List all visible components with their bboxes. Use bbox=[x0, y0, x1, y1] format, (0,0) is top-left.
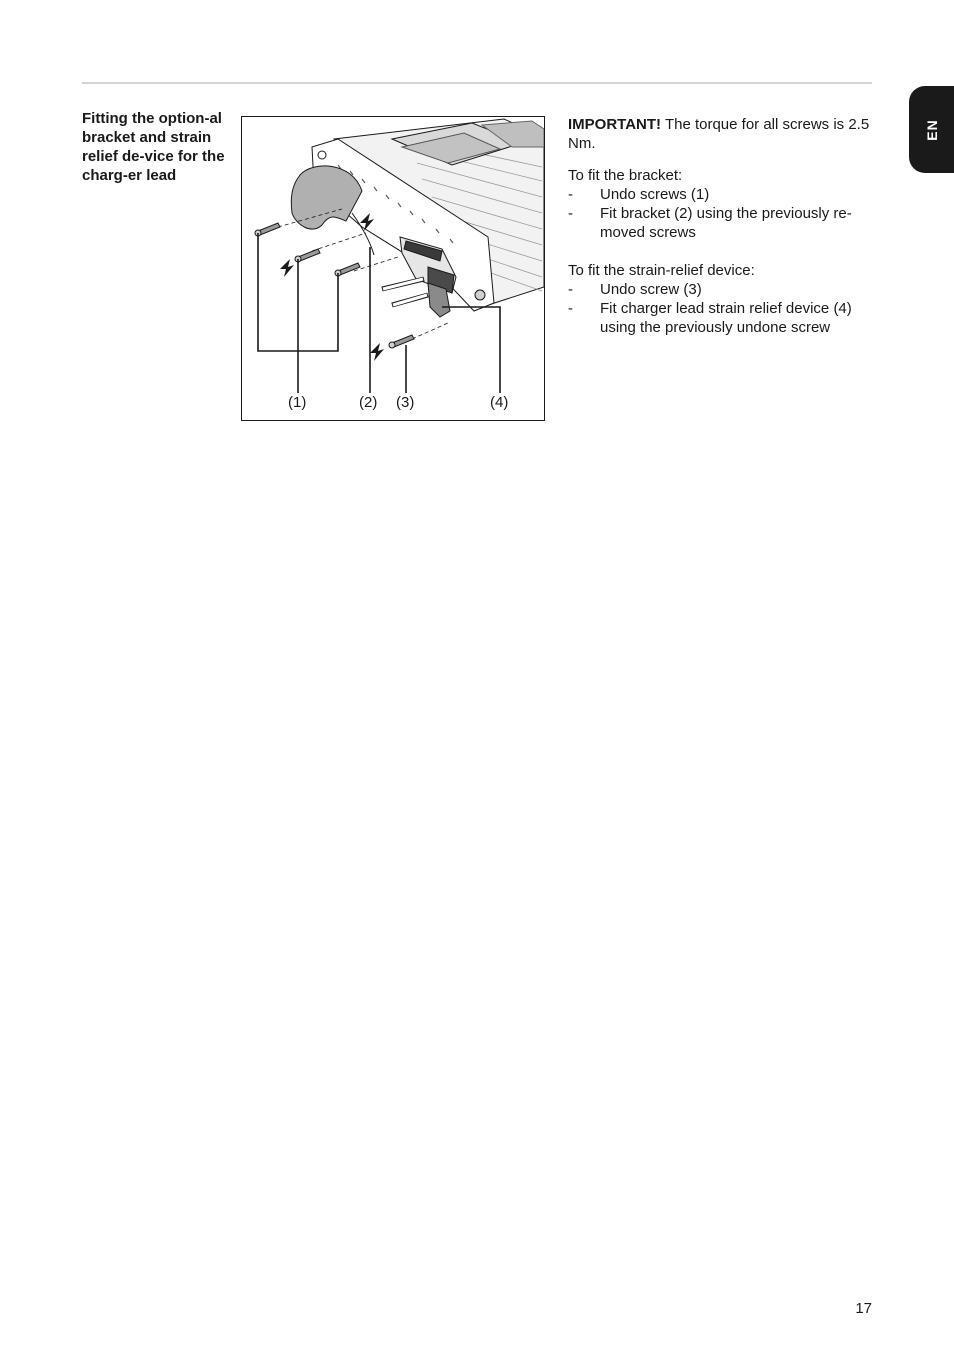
header-rule bbox=[82, 82, 872, 84]
device-illustration bbox=[242, 117, 544, 420]
bracket-intro: To fit the bracket: bbox=[568, 167, 683, 184]
list-item: - Fit charger lead strain relief device (4) using the previously undone screw bbox=[568, 300, 852, 336]
list-item: - Fit bracket (2) using the previously re-moved screws bbox=[568, 205, 852, 241]
strain-intro: To fit the strain-relief device: bbox=[568, 262, 755, 279]
important-text: The torque for all screws is 2.5 Nm. bbox=[568, 116, 870, 152]
important-note bbox=[568, 115, 874, 153]
callout-3: (3) bbox=[396, 394, 415, 411]
bracket-shape bbox=[291, 166, 362, 229]
list-item: - Undo screw (3) bbox=[568, 281, 702, 298]
callout-2: (2) bbox=[359, 394, 378, 411]
callout-4: (4) bbox=[490, 394, 509, 411]
list-item: - Undo screws (1) bbox=[568, 186, 710, 203]
bracket-steps bbox=[568, 185, 874, 242]
callout-1: (1) bbox=[288, 394, 307, 411]
language-tab-label: EN bbox=[923, 118, 940, 141]
strain-steps bbox=[568, 280, 874, 337]
language-tab[interactable] bbox=[909, 86, 954, 173]
important-label: IMPORTANT! bbox=[568, 116, 662, 133]
arrow-icons bbox=[280, 213, 384, 361]
instructions-column bbox=[568, 115, 874, 337]
section-heading: Fitting the option-al bracket and strain relief de-vice for the charg-er lead bbox=[82, 110, 225, 184]
page-number: 17 bbox=[855, 1300, 872, 1317]
illustration-figure bbox=[241, 116, 545, 421]
